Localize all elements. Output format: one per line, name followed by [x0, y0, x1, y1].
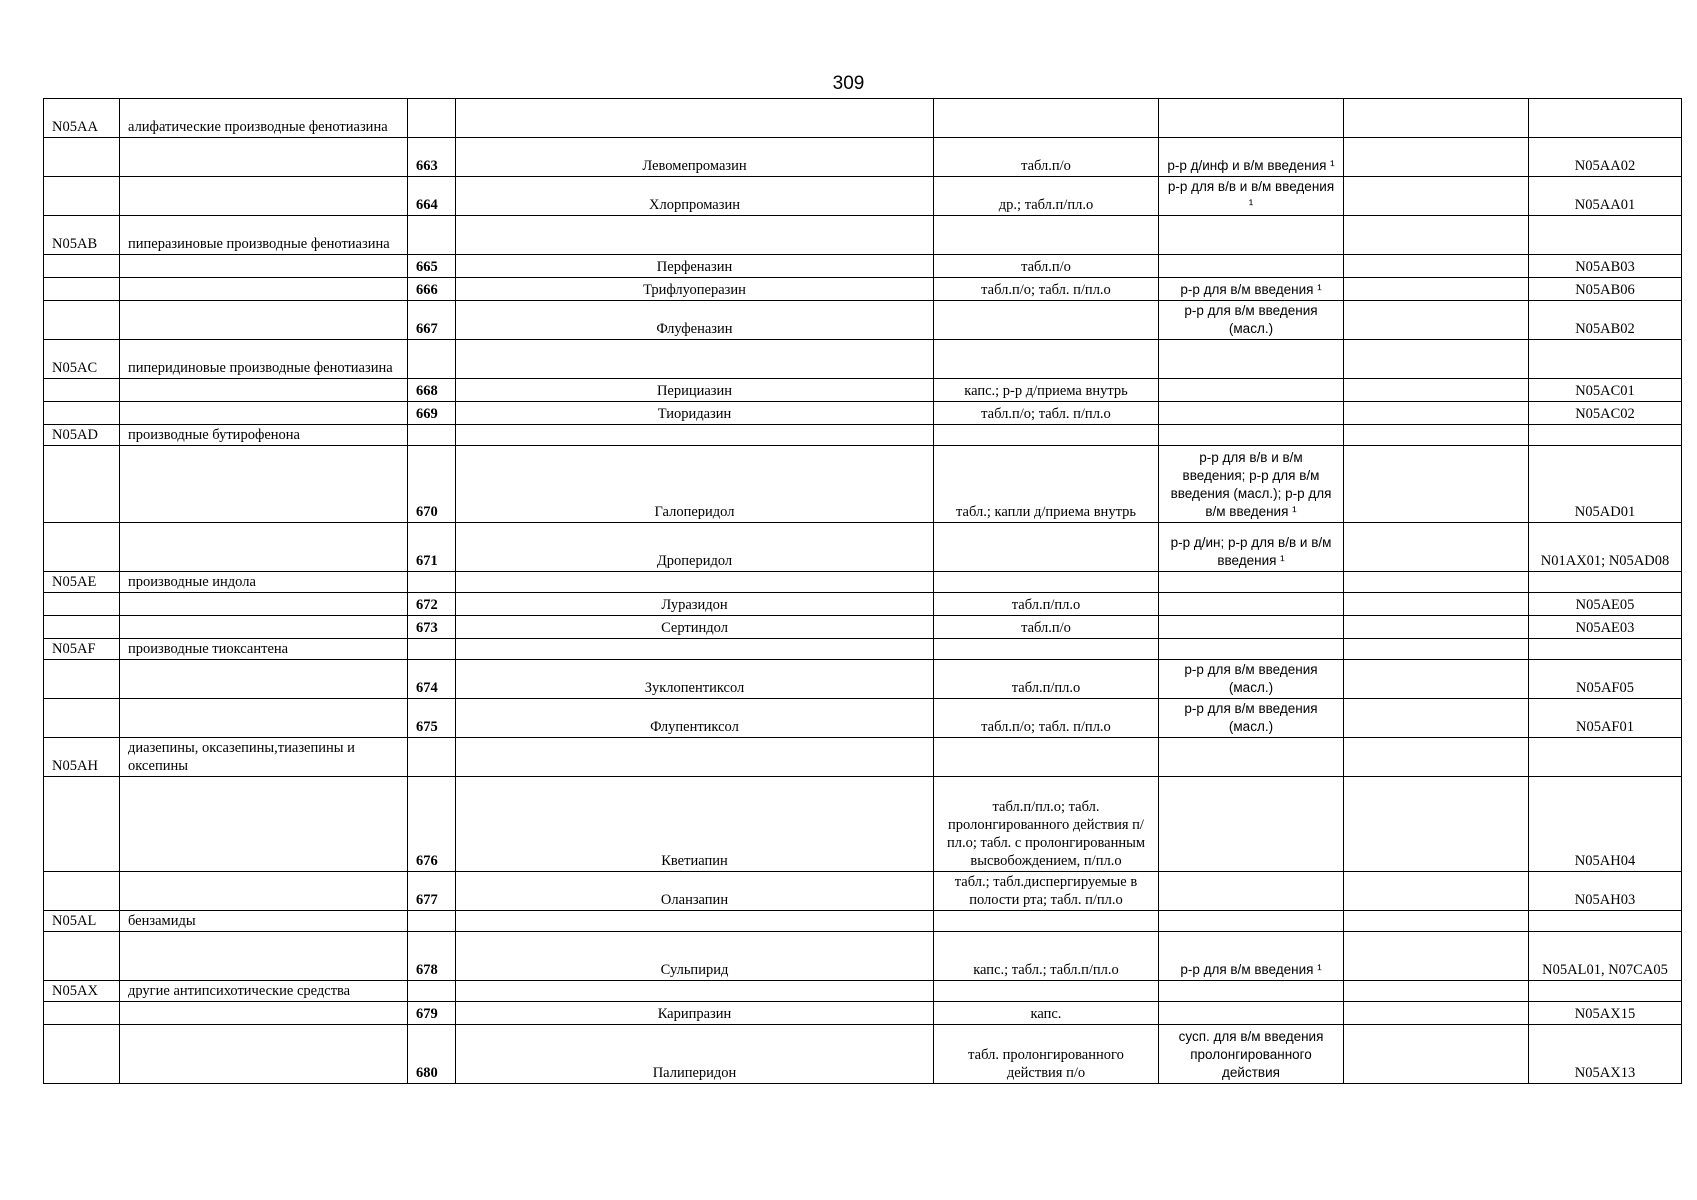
drug-number: 664	[408, 177, 456, 216]
table-row	[44, 138, 1682, 177]
atc-group-name: производные бутирофенона	[120, 425, 408, 446]
atc-group-code: N05AX	[44, 981, 120, 1002]
dosage-form: капс.	[934, 1002, 1159, 1025]
drug-name: Оланзапин	[456, 872, 934, 911]
injection-form: р-р для в/м введения (масл.)	[1159, 699, 1344, 738]
drug-number: 665	[408, 255, 456, 278]
dosage-form	[934, 301, 1159, 340]
drug-number: 668	[408, 379, 456, 402]
drug-name: Луразидон	[456, 593, 934, 616]
injection-form	[1159, 872, 1344, 911]
dosage-form: табл.п/пл.о	[934, 660, 1159, 699]
injection-form	[1159, 1002, 1344, 1025]
dosage-form: табл.п/о	[934, 255, 1159, 278]
group-row	[44, 738, 1682, 777]
drug-number: 677	[408, 872, 456, 911]
drug-table-body	[44, 99, 1682, 1084]
dosage-form: капс.; табл.; табл.п/пл.о	[934, 932, 1159, 981]
atc-code: N05AX15	[1529, 1002, 1682, 1025]
dosage-form: табл.п/пл.о	[934, 593, 1159, 616]
atc-group-code: N05AC	[44, 340, 120, 379]
drug-name: Хлорпромазин	[456, 177, 934, 216]
dosage-form: табл.п/о; табл. п/пл.о	[934, 278, 1159, 301]
injection-form	[1159, 255, 1344, 278]
injection-form: р-р для в/в и в/м введения ¹	[1159, 177, 1344, 216]
dosage-form: табл.; табл.диспергируемые в полости рта; табл. п/пл.о	[934, 872, 1159, 911]
atc-code: N05AE03	[1529, 616, 1682, 639]
atc-code: N05AF01	[1529, 699, 1682, 738]
drug-name: Кветиапин	[456, 777, 934, 872]
drug-name: Флупентиксол	[456, 699, 934, 738]
atc-code: N01AX01; N05AD08	[1529, 523, 1682, 572]
drug-name: Палиперидон	[456, 1025, 934, 1084]
group-row	[44, 216, 1682, 255]
drug-name: Зуклопентиксол	[456, 660, 934, 699]
drug-number: 666	[408, 278, 456, 301]
group-row	[44, 981, 1682, 1002]
drug-number: 663	[408, 138, 456, 177]
injection-form	[1159, 379, 1344, 402]
injection-form: р-р д/инф и в/м введения ¹	[1159, 138, 1344, 177]
dosage-form: табл.п/о	[934, 138, 1159, 177]
atc-group-name: производные индола	[120, 572, 408, 593]
injection-form	[1159, 616, 1344, 639]
drug-number: 667	[408, 301, 456, 340]
injection-form: р-р для в/м введения ¹	[1159, 278, 1344, 301]
dosage-form: табл.п/о; табл. п/пл.о	[934, 402, 1159, 425]
drug-number: 671	[408, 523, 456, 572]
table-row	[44, 872, 1682, 911]
table-row	[44, 616, 1682, 639]
table-row	[44, 523, 1682, 572]
drug-number: 674	[408, 660, 456, 699]
atc-code: N05AA02	[1529, 138, 1682, 177]
table-row	[44, 660, 1682, 699]
drug-number: 673	[408, 616, 456, 639]
drug-number: 669	[408, 402, 456, 425]
page-number: 309	[832, 73, 865, 94]
group-row	[44, 425, 1682, 446]
atc-code: N05AD01	[1529, 446, 1682, 523]
atc-group-code: N05AE	[44, 572, 120, 593]
atc-code: N05AB02	[1529, 301, 1682, 340]
drug-name: Дроперидол	[456, 523, 934, 572]
atc-code: N05AH04	[1529, 777, 1682, 872]
table-row	[44, 255, 1682, 278]
drug-name: Перициазин	[456, 379, 934, 402]
drug-name: Тиоридазин	[456, 402, 934, 425]
drug-name: Сульпирид	[456, 932, 934, 981]
dosage-form: капс.; р-р д/приема внутрь	[934, 379, 1159, 402]
injection-form: р-р для в/в и в/м введения; р-р для в/м введения (масл.); р-р для в/м введения ¹	[1159, 446, 1344, 523]
atc-group-code: N05AH	[44, 738, 120, 777]
group-row	[44, 639, 1682, 660]
drug-name: Перфеназин	[456, 255, 934, 278]
atc-code: N05AH03	[1529, 872, 1682, 911]
dosage-form: табл.п/пл.о; табл. пролонгированного действия п/пл.о; табл. с пролонгированным высвобождением, п/пл.о	[934, 777, 1159, 872]
atc-group-name: бензамиды	[120, 911, 408, 932]
table-row	[44, 932, 1682, 981]
drug-name: Флуфеназин	[456, 301, 934, 340]
table-row	[44, 777, 1682, 872]
dosage-form: табл.п/о	[934, 616, 1159, 639]
dosage-form: табл.; капли д/приема внутрь	[934, 446, 1159, 523]
group-row	[44, 99, 1682, 138]
drug-name: Левомепромазин	[456, 138, 934, 177]
group-row	[44, 911, 1682, 932]
table-row	[44, 301, 1682, 340]
injection-form: сусп. для в/м введения пролонгированного действия	[1159, 1025, 1344, 1084]
atc-group-name: производные тиоксантена	[120, 639, 408, 660]
drug-table	[43, 98, 1682, 1084]
table-row	[44, 402, 1682, 425]
table-row	[44, 1025, 1682, 1084]
drug-name: Галоперидол	[456, 446, 934, 523]
dosage-form: др.; табл.п/пл.о	[934, 177, 1159, 216]
table-row	[44, 699, 1682, 738]
table-row	[44, 379, 1682, 402]
injection-form: р-р для в/м введения ¹	[1159, 932, 1344, 981]
atc-code: N05AB06	[1529, 278, 1682, 301]
atc-group-code: N05AF	[44, 639, 120, 660]
atc-group-name: пиперидиновые производные фенотиазина	[120, 340, 408, 379]
atc-code: N05AC02	[1529, 402, 1682, 425]
dosage-form	[934, 523, 1159, 572]
drug-name: Карипразин	[456, 1002, 934, 1025]
atc-group-name: алифатические производные фенотиазина	[120, 99, 408, 138]
atc-group-code: N05AB	[44, 216, 120, 255]
table-row	[44, 278, 1682, 301]
drug-name: Трифлуоперазин	[456, 278, 934, 301]
table-row	[44, 177, 1682, 216]
group-row	[44, 572, 1682, 593]
atc-group-name: диазепины, оксазепины,тиазепины и оксепины	[120, 738, 408, 777]
atc-group-code: N05AD	[44, 425, 120, 446]
drug-number: 675	[408, 699, 456, 738]
atc-code: N05AL01, N07CA05	[1529, 932, 1682, 981]
injection-form: р-р для в/м введения (масл.)	[1159, 660, 1344, 699]
atc-code: N05AA01	[1529, 177, 1682, 216]
atc-code: N05AX13	[1529, 1025, 1682, 1084]
drug-name: Сертиндол	[456, 616, 934, 639]
injection-form	[1159, 402, 1344, 425]
atc-code: N05AF05	[1529, 660, 1682, 699]
drug-number: 676	[408, 777, 456, 872]
atc-group-name: пиперазиновые производные фенотиазина	[120, 216, 408, 255]
drug-number: 678	[408, 932, 456, 981]
atc-code: N05AC01	[1529, 379, 1682, 402]
drug-number: 670	[408, 446, 456, 523]
drug-number: 679	[408, 1002, 456, 1025]
atc-code: N05AB03	[1529, 255, 1682, 278]
group-row	[44, 340, 1682, 379]
atc-group-code: N05AA	[44, 99, 120, 138]
injection-form	[1159, 777, 1344, 872]
drug-number: 672	[408, 593, 456, 616]
table-row	[44, 593, 1682, 616]
atc-group-code: N05AL	[44, 911, 120, 932]
atc-group-name: другие антипсихотические средства	[120, 981, 408, 1002]
injection-form: р-р д/ин; р-р для в/в и в/м введения ¹	[1159, 523, 1344, 572]
injection-form	[1159, 593, 1344, 616]
dosage-form: табл.п/о; табл. п/пл.о	[934, 699, 1159, 738]
injection-form: р-р для в/м введения (масл.)	[1159, 301, 1344, 340]
table-row	[44, 446, 1682, 523]
drug-number: 680	[408, 1025, 456, 1084]
table-row	[44, 1002, 1682, 1025]
atc-code: N05AE05	[1529, 593, 1682, 616]
dosage-form: табл. пролонгированного действия п/о	[934, 1025, 1159, 1084]
